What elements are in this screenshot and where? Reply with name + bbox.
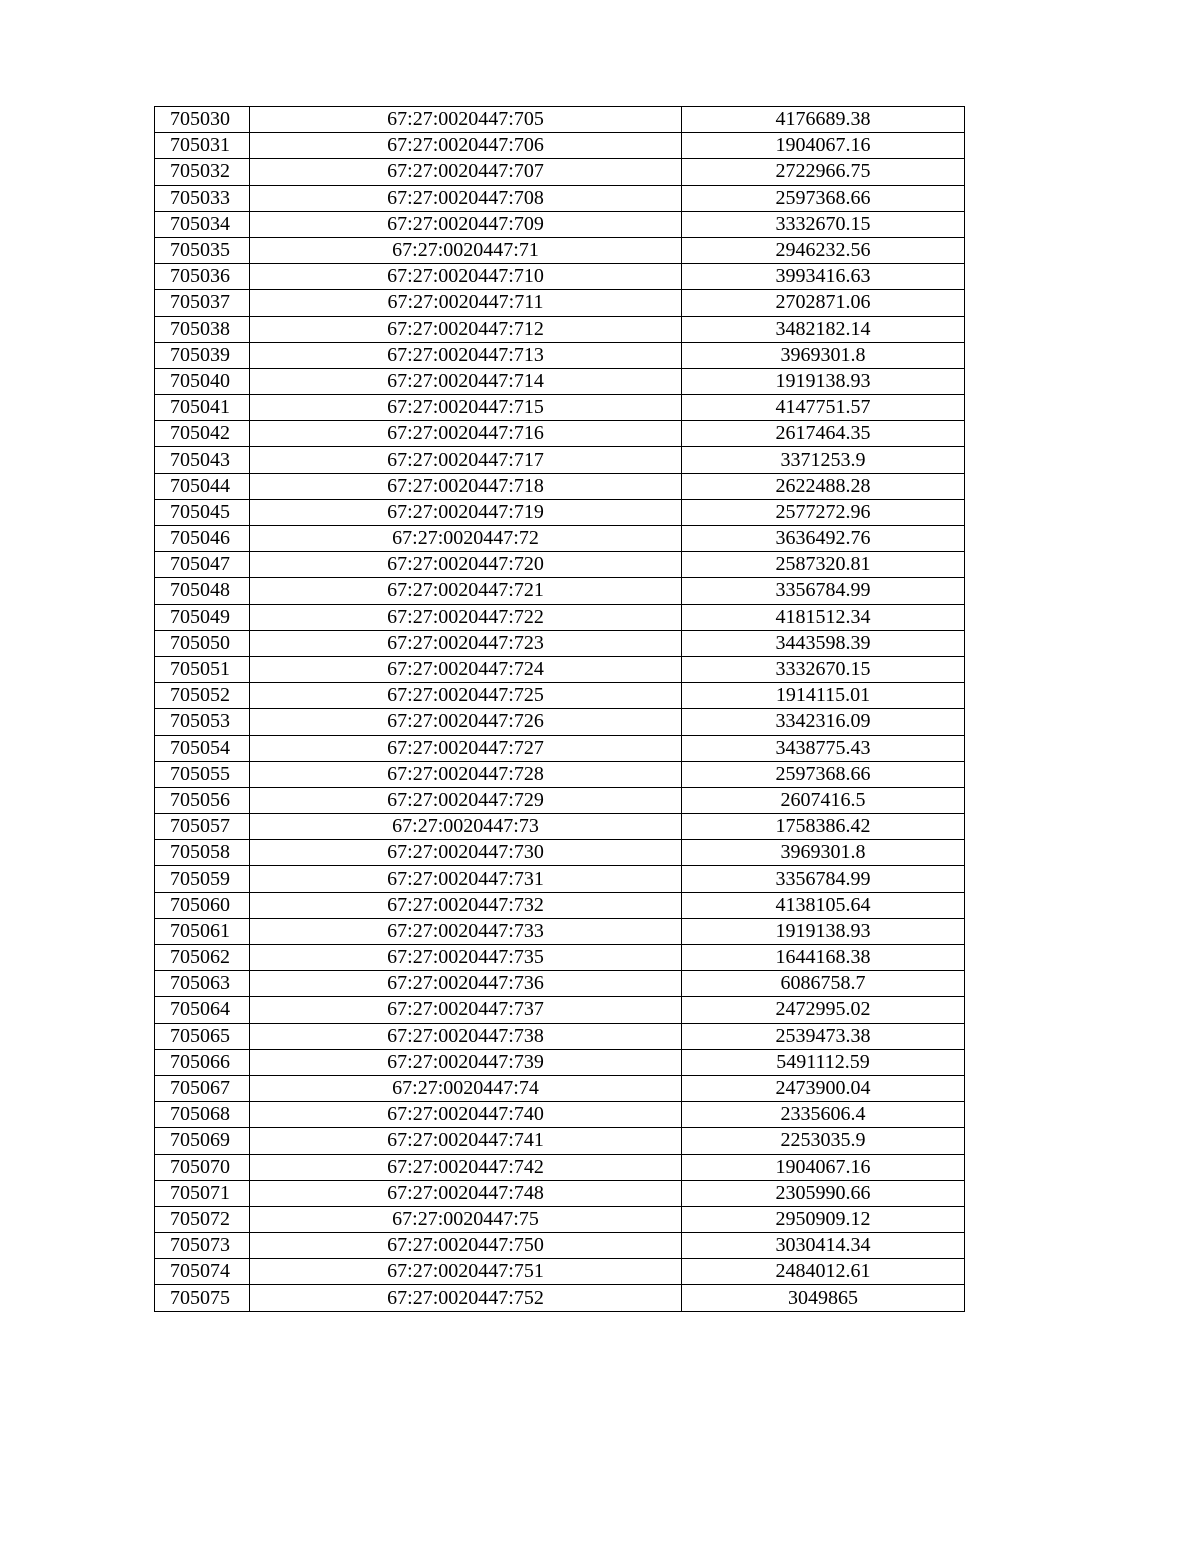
table-row <box>155 1259 965 1285</box>
cadastral-value-cell: 1919138.93 <box>682 368 965 394</box>
cadastral-value-table <box>154 106 965 1312</box>
record-id-cell: 705036 <box>155 264 250 290</box>
cadastral-number-cell: 67:27:0020447:730 <box>250 840 682 866</box>
table-row <box>155 552 965 578</box>
record-id-cell: 705061 <box>155 918 250 944</box>
cadastral-value-cell: 2587320.81 <box>682 552 965 578</box>
cadastral-value-cell: 2484012.61 <box>682 1259 965 1285</box>
cadastral-number-cell: 67:27:0020447:716 <box>250 421 682 447</box>
table-row <box>155 866 965 892</box>
cadastral-value-cell: 4176689.38 <box>682 107 965 133</box>
table-row <box>155 185 965 211</box>
cadastral-value-cell: 5491112.59 <box>682 1049 965 1075</box>
cadastral-number-cell: 67:27:0020447:748 <box>250 1180 682 1206</box>
record-id-cell: 705038 <box>155 316 250 342</box>
cadastral-value-cell: 1904067.16 <box>682 133 965 159</box>
cadastral-value-cell: 2305990.66 <box>682 1180 965 1206</box>
cadastral-value-cell: 4181512.34 <box>682 604 965 630</box>
table-row <box>155 395 965 421</box>
cadastral-number-cell: 67:27:0020447:727 <box>250 735 682 761</box>
table-row <box>155 264 965 290</box>
table-row <box>155 918 965 944</box>
table-row <box>155 787 965 813</box>
table-row <box>155 447 965 473</box>
cadastral-number-cell: 67:27:0020447:715 <box>250 395 682 421</box>
table-row <box>155 159 965 185</box>
record-id-cell: 705067 <box>155 1075 250 1101</box>
table-row <box>155 971 965 997</box>
cadastral-value-cell: 3332670.15 <box>682 656 965 682</box>
cadastral-value-cell: 3332670.15 <box>682 211 965 237</box>
cadastral-number-cell: 67:27:0020447:72 <box>250 526 682 552</box>
record-id-cell: 705042 <box>155 421 250 447</box>
table-row <box>155 1154 965 1180</box>
cadastral-value-cell: 2722966.75 <box>682 159 965 185</box>
table-row <box>155 997 965 1023</box>
cadastral-value-cell: 2472995.02 <box>682 997 965 1023</box>
cadastral-number-cell: 67:27:0020447:717 <box>250 447 682 473</box>
record-id-cell: 705066 <box>155 1049 250 1075</box>
cadastral-value-cell: 1904067.16 <box>682 1154 965 1180</box>
cadastral-value-cell: 2946232.56 <box>682 237 965 263</box>
cadastral-number-cell: 67:27:0020447:723 <box>250 630 682 656</box>
record-id-cell: 705033 <box>155 185 250 211</box>
cadastral-number-cell: 67:27:0020447:725 <box>250 683 682 709</box>
cadastral-number-cell: 67:27:0020447:73 <box>250 814 682 840</box>
record-id-cell: 705072 <box>155 1206 250 1232</box>
record-id-cell: 705049 <box>155 604 250 630</box>
cadastral-number-cell: 67:27:0020447:74 <box>250 1075 682 1101</box>
table-row <box>155 945 965 971</box>
table-row <box>155 499 965 525</box>
cadastral-value-cell: 3356784.99 <box>682 866 965 892</box>
cadastral-number-cell: 67:27:0020447:721 <box>250 578 682 604</box>
record-id-cell: 705059 <box>155 866 250 892</box>
record-id-cell: 705045 <box>155 499 250 525</box>
cadastral-number-cell: 67:27:0020447:707 <box>250 159 682 185</box>
table-row <box>155 656 965 682</box>
table-body <box>155 107 965 1312</box>
cadastral-number-cell: 67:27:0020447:705 <box>250 107 682 133</box>
record-id-cell: 705046 <box>155 526 250 552</box>
record-id-cell: 705057 <box>155 814 250 840</box>
record-id-cell: 705047 <box>155 552 250 578</box>
cadastral-number-cell: 67:27:0020447:706 <box>250 133 682 159</box>
cadastral-value-cell: 2473900.04 <box>682 1075 965 1101</box>
table-row <box>155 761 965 787</box>
cadastral-number-cell: 67:27:0020447:732 <box>250 892 682 918</box>
record-id-cell: 705064 <box>155 997 250 1023</box>
cadastral-value-cell: 2597368.66 <box>682 761 965 787</box>
record-id-cell: 705043 <box>155 447 250 473</box>
cadastral-number-cell: 67:27:0020447:742 <box>250 1154 682 1180</box>
cadastral-value-cell: 2597368.66 <box>682 185 965 211</box>
cadastral-number-cell: 67:27:0020447:75 <box>250 1206 682 1232</box>
cadastral-number-cell: 67:27:0020447:711 <box>250 290 682 316</box>
cadastral-number-cell: 67:27:0020447:712 <box>250 316 682 342</box>
cadastral-number-cell: 67:27:0020447:750 <box>250 1233 682 1259</box>
table-row <box>155 316 965 342</box>
cadastral-number-cell: 67:27:0020447:731 <box>250 866 682 892</box>
cadastral-value-cell: 2253035.9 <box>682 1128 965 1154</box>
record-id-cell: 705058 <box>155 840 250 866</box>
cadastral-value-cell: 2607416.5 <box>682 787 965 813</box>
cadastral-number-cell: 67:27:0020447:722 <box>250 604 682 630</box>
cadastral-number-cell: 67:27:0020447:738 <box>250 1023 682 1049</box>
table-row <box>155 1206 965 1232</box>
cadastral-value-cell: 3969301.8 <box>682 840 965 866</box>
cadastral-value-cell: 2617464.35 <box>682 421 965 447</box>
table-row <box>155 840 965 866</box>
cadastral-number-cell: 67:27:0020447:726 <box>250 709 682 735</box>
cadastral-number-cell: 67:27:0020447:720 <box>250 552 682 578</box>
cadastral-value-cell: 4147751.57 <box>682 395 965 421</box>
cadastral-value-cell: 2702871.06 <box>682 290 965 316</box>
cadastral-number-cell: 67:27:0020447:737 <box>250 997 682 1023</box>
cadastral-number-cell: 67:27:0020447:735 <box>250 945 682 971</box>
cadastral-value-cell: 1644168.38 <box>682 945 965 971</box>
table-row <box>155 1102 965 1128</box>
record-id-cell: 705032 <box>155 159 250 185</box>
record-id-cell: 705050 <box>155 630 250 656</box>
record-id-cell: 705073 <box>155 1233 250 1259</box>
table-row <box>155 211 965 237</box>
table-row <box>155 814 965 840</box>
cadastral-number-cell: 67:27:0020447:718 <box>250 473 682 499</box>
cadastral-number-cell: 67:27:0020447:752 <box>250 1285 682 1311</box>
table-row <box>155 1075 965 1101</box>
table-row <box>155 1285 965 1311</box>
cadastral-value-cell: 3482182.14 <box>682 316 965 342</box>
cadastral-number-cell: 67:27:0020447:741 <box>250 1128 682 1154</box>
cadastral-value-cell: 1914115.01 <box>682 683 965 709</box>
cadastral-number-cell: 67:27:0020447:733 <box>250 918 682 944</box>
table-row <box>155 1049 965 1075</box>
record-id-cell: 705039 <box>155 342 250 368</box>
record-id-cell: 705054 <box>155 735 250 761</box>
cadastral-value-cell: 3443598.39 <box>682 630 965 656</box>
cadastral-value-cell: 3049865 <box>682 1285 965 1311</box>
cadastral-number-cell: 67:27:0020447:728 <box>250 761 682 787</box>
record-id-cell: 705034 <box>155 211 250 237</box>
cadastral-value-cell: 2539473.38 <box>682 1023 965 1049</box>
table-row <box>155 683 965 709</box>
cadastral-value-cell: 3993416.63 <box>682 264 965 290</box>
cadastral-value-cell: 2622488.28 <box>682 473 965 499</box>
table-row <box>155 237 965 263</box>
cadastral-number-cell: 67:27:0020447:729 <box>250 787 682 813</box>
table-row <box>155 368 965 394</box>
record-id-cell: 705048 <box>155 578 250 604</box>
cadastral-number-cell: 67:27:0020447:71 <box>250 237 682 263</box>
table-row <box>155 578 965 604</box>
record-id-cell: 705041 <box>155 395 250 421</box>
cadastral-number-cell: 67:27:0020447:709 <box>250 211 682 237</box>
record-id-cell: 705065 <box>155 1023 250 1049</box>
record-id-cell: 705035 <box>155 237 250 263</box>
record-id-cell: 705071 <box>155 1180 250 1206</box>
cadastral-value-cell: 3356784.99 <box>682 578 965 604</box>
table-row <box>155 342 965 368</box>
cadastral-value-cell: 3342316.09 <box>682 709 965 735</box>
cadastral-number-cell: 67:27:0020447:739 <box>250 1049 682 1075</box>
cadastral-number-cell: 67:27:0020447:708 <box>250 185 682 211</box>
table-row <box>155 1023 965 1049</box>
record-id-cell: 705063 <box>155 971 250 997</box>
record-id-cell: 705037 <box>155 290 250 316</box>
table-row <box>155 604 965 630</box>
record-id-cell: 705060 <box>155 892 250 918</box>
record-id-cell: 705074 <box>155 1259 250 1285</box>
record-id-cell: 705075 <box>155 1285 250 1311</box>
cadastral-number-cell: 67:27:0020447:751 <box>250 1259 682 1285</box>
cadastral-value-cell: 1919138.93 <box>682 918 965 944</box>
record-id-cell: 705069 <box>155 1128 250 1154</box>
cadastral-number-cell: 67:27:0020447:724 <box>250 656 682 682</box>
table-row <box>155 526 965 552</box>
record-id-cell: 705070 <box>155 1154 250 1180</box>
record-id-cell: 705040 <box>155 368 250 394</box>
table-row <box>155 630 965 656</box>
cadastral-value-cell: 3030414.34 <box>682 1233 965 1259</box>
cadastral-number-cell: 67:27:0020447:740 <box>250 1102 682 1128</box>
record-id-cell: 705051 <box>155 656 250 682</box>
cadastral-value-cell: 4138105.64 <box>682 892 965 918</box>
table-row <box>155 1233 965 1259</box>
cadastral-value-cell: 2950909.12 <box>682 1206 965 1232</box>
record-id-cell: 705044 <box>155 473 250 499</box>
cadastral-number-cell: 67:27:0020447:713 <box>250 342 682 368</box>
table-row <box>155 1180 965 1206</box>
record-id-cell: 705062 <box>155 945 250 971</box>
cadastral-value-cell: 1758386.42 <box>682 814 965 840</box>
cadastral-number-cell: 67:27:0020447:710 <box>250 264 682 290</box>
record-id-cell: 705031 <box>155 133 250 159</box>
table-row <box>155 107 965 133</box>
table-row <box>155 1128 965 1154</box>
cadastral-value-cell: 6086758.7 <box>682 971 965 997</box>
cadastral-value-cell: 3969301.8 <box>682 342 965 368</box>
cadastral-number-cell: 67:27:0020447:719 <box>250 499 682 525</box>
table-row <box>155 709 965 735</box>
table-row <box>155 892 965 918</box>
table-row <box>155 473 965 499</box>
record-id-cell: 705030 <box>155 107 250 133</box>
cadastral-number-cell: 67:27:0020447:736 <box>250 971 682 997</box>
cadastral-value-cell: 2577272.96 <box>682 499 965 525</box>
table-row <box>155 421 965 447</box>
cadastral-value-cell: 3636492.76 <box>682 526 965 552</box>
record-id-cell: 705068 <box>155 1102 250 1128</box>
record-id-cell: 705055 <box>155 761 250 787</box>
record-id-cell: 705056 <box>155 787 250 813</box>
record-id-cell: 705053 <box>155 709 250 735</box>
cadastral-value-cell: 3438775.43 <box>682 735 965 761</box>
table-row <box>155 290 965 316</box>
table-row <box>155 133 965 159</box>
cadastral-value-cell: 3371253.9 <box>682 447 965 473</box>
table-row <box>155 735 965 761</box>
record-id-cell: 705052 <box>155 683 250 709</box>
cadastral-number-cell: 67:27:0020447:714 <box>250 368 682 394</box>
cadastral-value-cell: 2335606.4 <box>682 1102 965 1128</box>
